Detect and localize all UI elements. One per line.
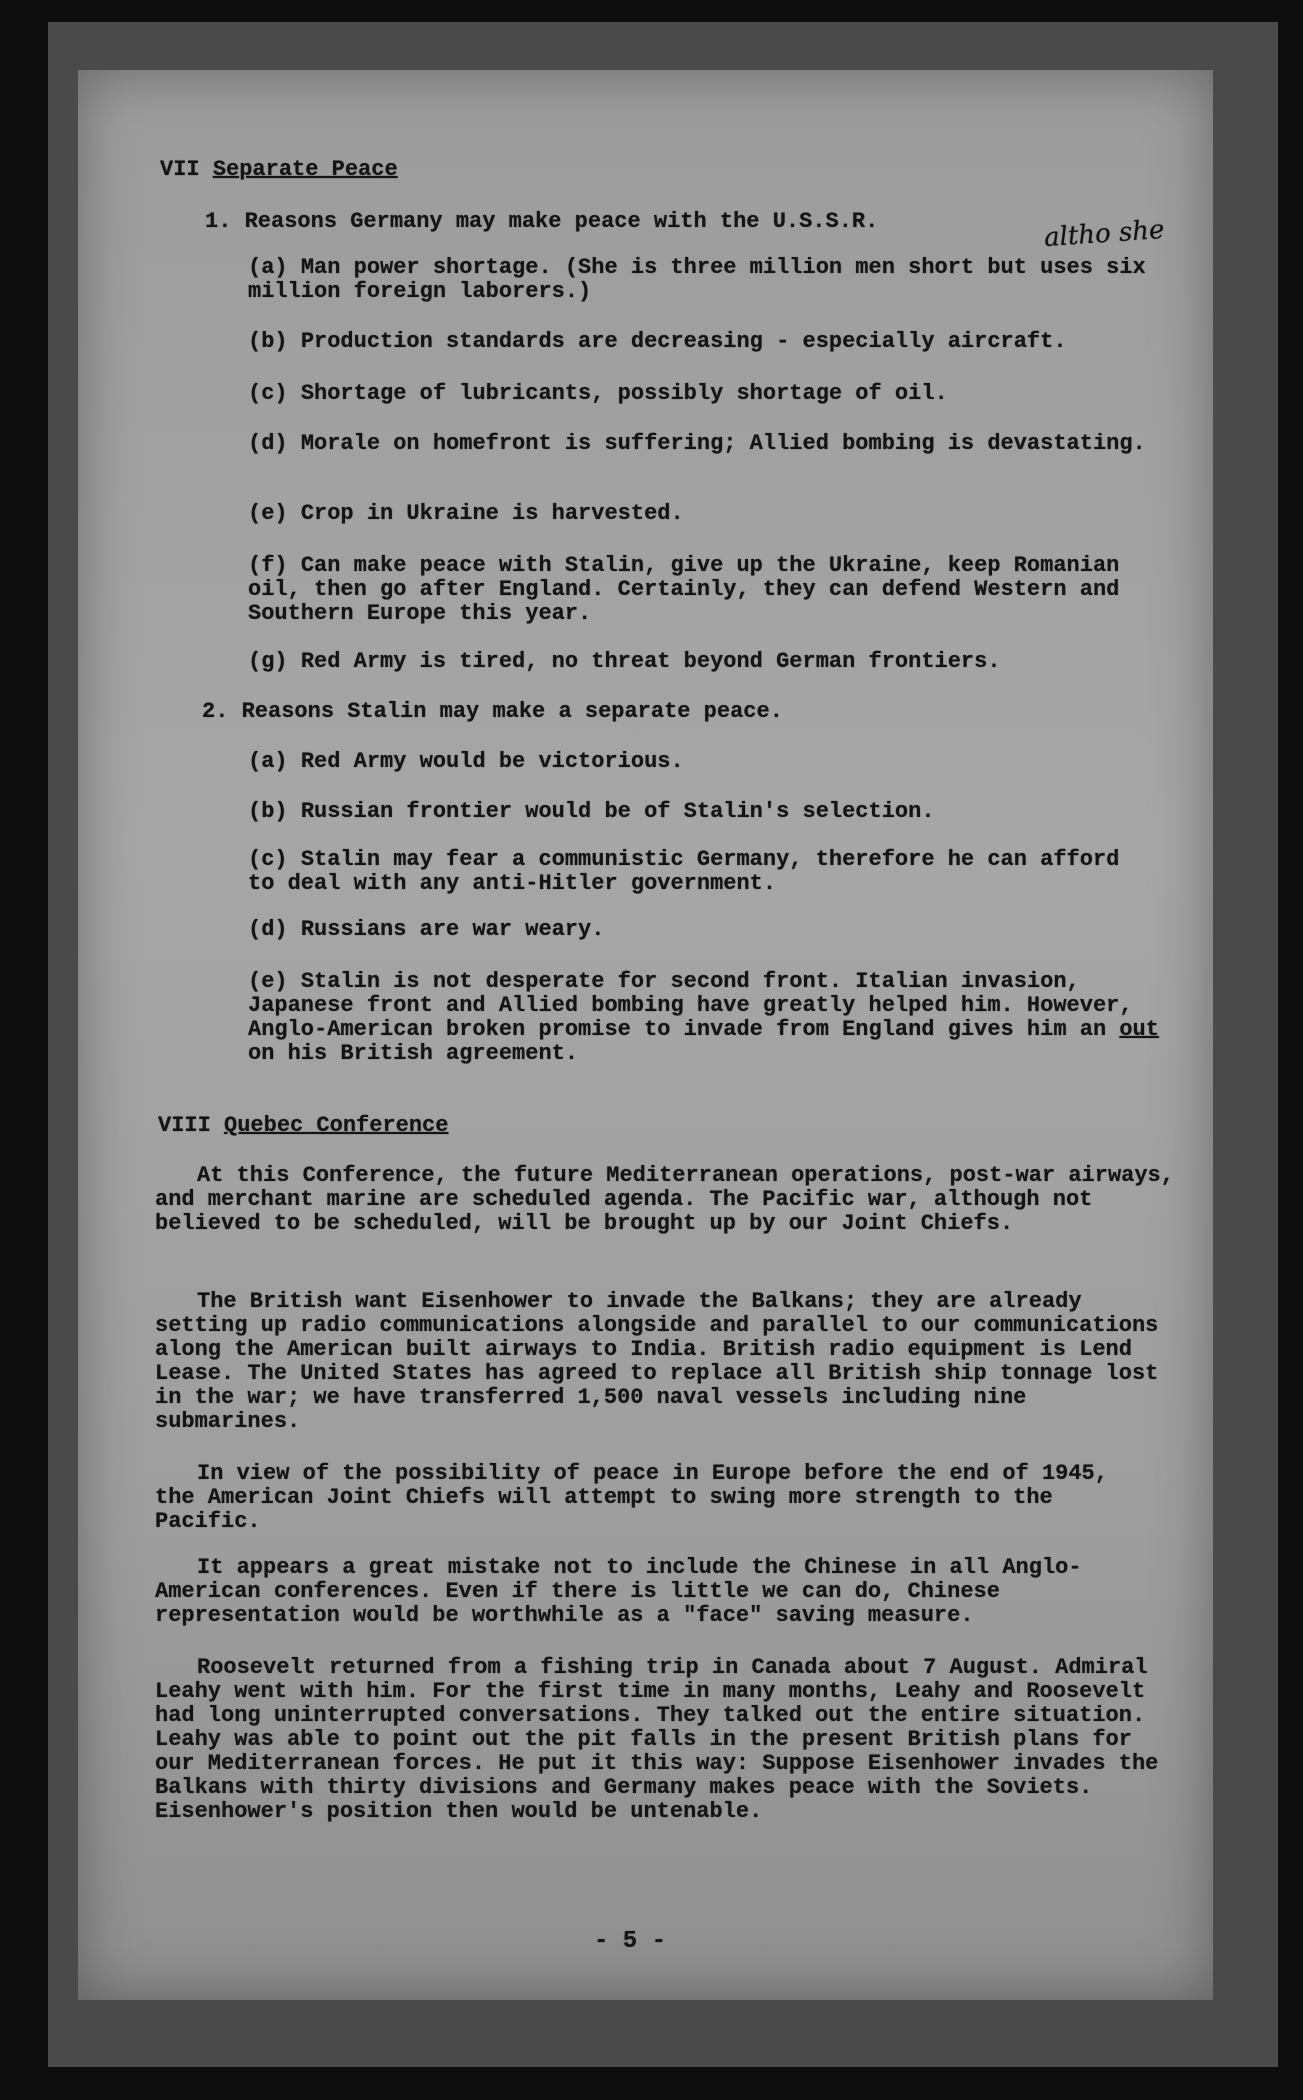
point-1-item-b: (b) Production standards are decreasing - especially aircraft. (248, 329, 1067, 354)
point-1-item-f: (f) Can make peace with Stalin, give up the Ukraine, keep Romanian oil, then go after England. Certainly, they can defend Western and Southern Europe this year. (248, 553, 1120, 626)
point-1-label: 1. Reasons Germany may make peace with the U.S.S.R. (205, 209, 879, 234)
point-1-item-g: (g) Red Army is tired, no threat beyond German frontiers. (248, 649, 1001, 674)
section-8-paragraph-4: It appears a great mistake not to include the Chinese in all Anglo-American conferences. Even if there is little we can do, Chinese representation would be worthwhile as a "face" saving measure. (155, 1555, 1082, 1628)
point-2-item-b: (b) Russian frontier would be of Stalin's selection. (248, 799, 935, 824)
point-2-item-d: (d) Russians are war weary. (248, 917, 605, 942)
section-8-paragraph-1: At this Conference, the future Mediterranean operations, post-war airways, and merchant marine are scheduled agenda. The Pacific war, although not believed to be scheduled, will be brought up by our Joint Chiefs. (155, 1163, 1174, 1236)
section-7-number: VII (160, 157, 200, 182)
point-1-item-c: (c) Shortage of lubricants, possibly shortage of oil. (248, 381, 948, 406)
section-8-paragraph-2: The British want Eisenhower to invade the Balkans; they are already setting up radio communications alongside and parallel to our communications along the American built airways to India. British radio equipment is Lend Lease. The United States has agreed to replace all British ship tonnage lost in the war; we have transferred 1,500 naval vessels including nine submarines. (155, 1289, 1159, 1434)
point-2-item-a: (a) Red Army would be victorious. (248, 749, 684, 774)
point-1-item-d: (d) Morale on homefront is suffering; Allied bombing is devastating. (248, 431, 1146, 456)
section-7-title: Separate Peace (212, 157, 398, 182)
section-8-paragraph-5: Roosevelt returned from a fishing trip in Canada about 7 August. Admiral Leahy went with him. For the first time in many months, Leahy and Roosevelt had long uninterrupted conversations. They talked out the entire situation. Leahy was able to point out the pit falls in the present British plans for our Mediterranean forces. He put it this way: Suppose Eisenhower invades the Balkans with thirty divisions and Germany makes peace with the Soviets. Eisenhower's position then would be untenable. (155, 1655, 1159, 1824)
section-8-title: Quebec Conference (224, 1113, 449, 1138)
section-8-heading (158, 1114, 448, 1138)
point-1-item-a: (a) Man power shortage. (She is three million men short but uses six million foreign laborers.) (248, 255, 1146, 304)
point-2-item-c: (c) Stalin may fear a communistic Germany, therefore he can afford to deal with any anti-Hitler government. (248, 847, 1120, 896)
point-2-label: 2. Reasons Stalin may make a separate peace. (202, 699, 783, 724)
point-2-item-e: (e) Stalin is not desperate for second front. Italian invasion, Japanese front and Allied bombing have greatly helped him. However, Anglo-American broken promise to invade from England gives him an out on his British agreement. (248, 969, 1159, 1066)
section-8-number: VIII (158, 1113, 211, 1138)
page-number: - 5 - (593, 1928, 666, 1955)
section-8-paragraph-3: In view of the possibility of peace in Europe before the end of 1945, the American Joint Chiefs will attempt to swing more strength to the Pacific. (155, 1461, 1108, 1534)
handwritten-annotation: altho she (1043, 214, 1166, 254)
section-7-heading (160, 158, 398, 182)
point-1-item-e: (e) Crop in Ukraine is harvested. (248, 501, 684, 526)
